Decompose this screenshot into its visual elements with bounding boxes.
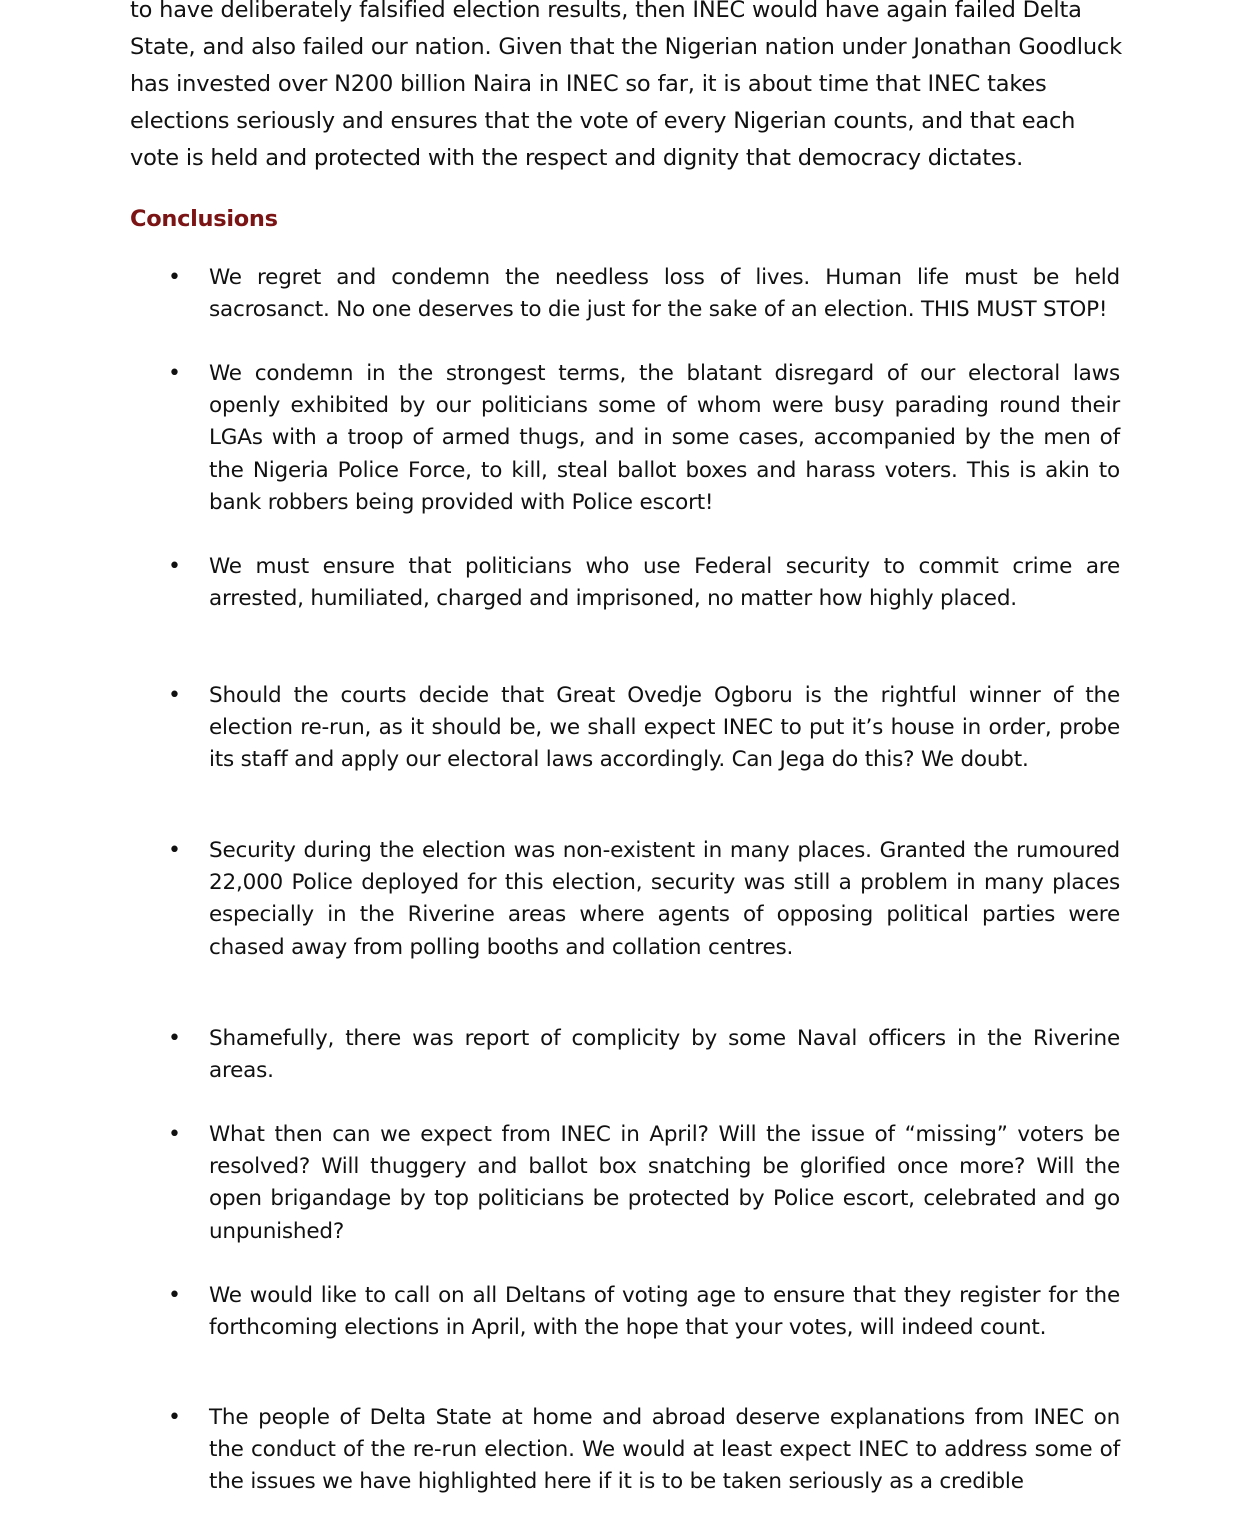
conclusion-text: We would like to call on all Deltans of voting age to ensure that they register for the forthcoming elections in April, with the hope that your votes, will indeed count. [209,1283,1120,1341]
conclusion-text: We regret and condemn the needless loss of lives. Human life must be held sacrosanct. No one deserves to die just for the sake of an election. THIS MUST STOP! [209,265,1120,323]
conclusion-text: The people of Delta State at home and abroad deserve explanations from INEC on the conduct of the re-run election. We would at least expect INEC to address some of the issues we have highlighted here if it is to be taken seriously as a credible [209,1405,1120,1495]
conclusion-text: Should the courts decide that Great Ovedje Ogboru is the rightful winner of the election re-run, as it should be, we shall expect INEC to put it’s house in order, probe its staff and apply our electoral laws accordingly. Can Jega do this? We doubt. [209,683,1120,773]
section-heading-conclusions: Conclusions [130,206,278,232]
conclusion-text: We condemn in the strongest terms, the blatant disregard of our electoral laws openly exhibited by our politicians some of whom were busy parading round their LGAs with a troop of armed thugs, and in some cases, accompanied by the men of the Nigeria Police Force, to kill, steal ballot boxes and harass voters. This is akin to bank robbers being provided with Police escort! [209,361,1120,515]
conclusion-text: We must ensure that politicians who use Federal security to commit crime are arrested, humiliated, charged and imprisoned, no matter how highly placed. [209,554,1120,612]
bullet-icon: • [168,1405,181,1430]
bullet-icon: • [168,1026,181,1051]
bullet-icon: • [168,838,181,863]
bullet-icon: • [168,265,181,290]
bullet-icon: • [168,1283,181,1308]
bullet-icon: • [168,554,181,579]
conclusion-text: What then can we expect from INEC in April? Will the issue of “missing” voters be resolved? Will thuggery and ballot box snatching be glorified once more? Will the open brigandage by top politicians be protected by Police escort, celebrated and go unpunished? [209,1122,1120,1244]
conclusion-text: Shamefully, there was report of complicity by some Naval officers in the Riverine areas. [209,1026,1120,1084]
bullet-icon: • [168,361,181,386]
conclusion-text: Security during the election was non-existent in many places. Granted the rumoured 22,000 Police deployed for this election, security was still a problem in many places especially in the Riverine areas where agents of opposing political parties were chased away from polling booths and collation centres. [209,838,1120,960]
bullet-icon: • [168,1122,181,1147]
intro-paragraph: to have deliberately falsified election results, then INEC would have again failed Delta State, and also failed our nation. Given that the Nigerian nation under Jonathan Goodluck has invested over N200 billion Naira in INEC so far, it is about time that INEC takes elections seriously and ensures that the vote of every Nigerian counts, and that each vote is held and protected with the respect and dignity that democracy dictates. [130,0,1122,171]
bullet-icon: • [168,683,181,708]
